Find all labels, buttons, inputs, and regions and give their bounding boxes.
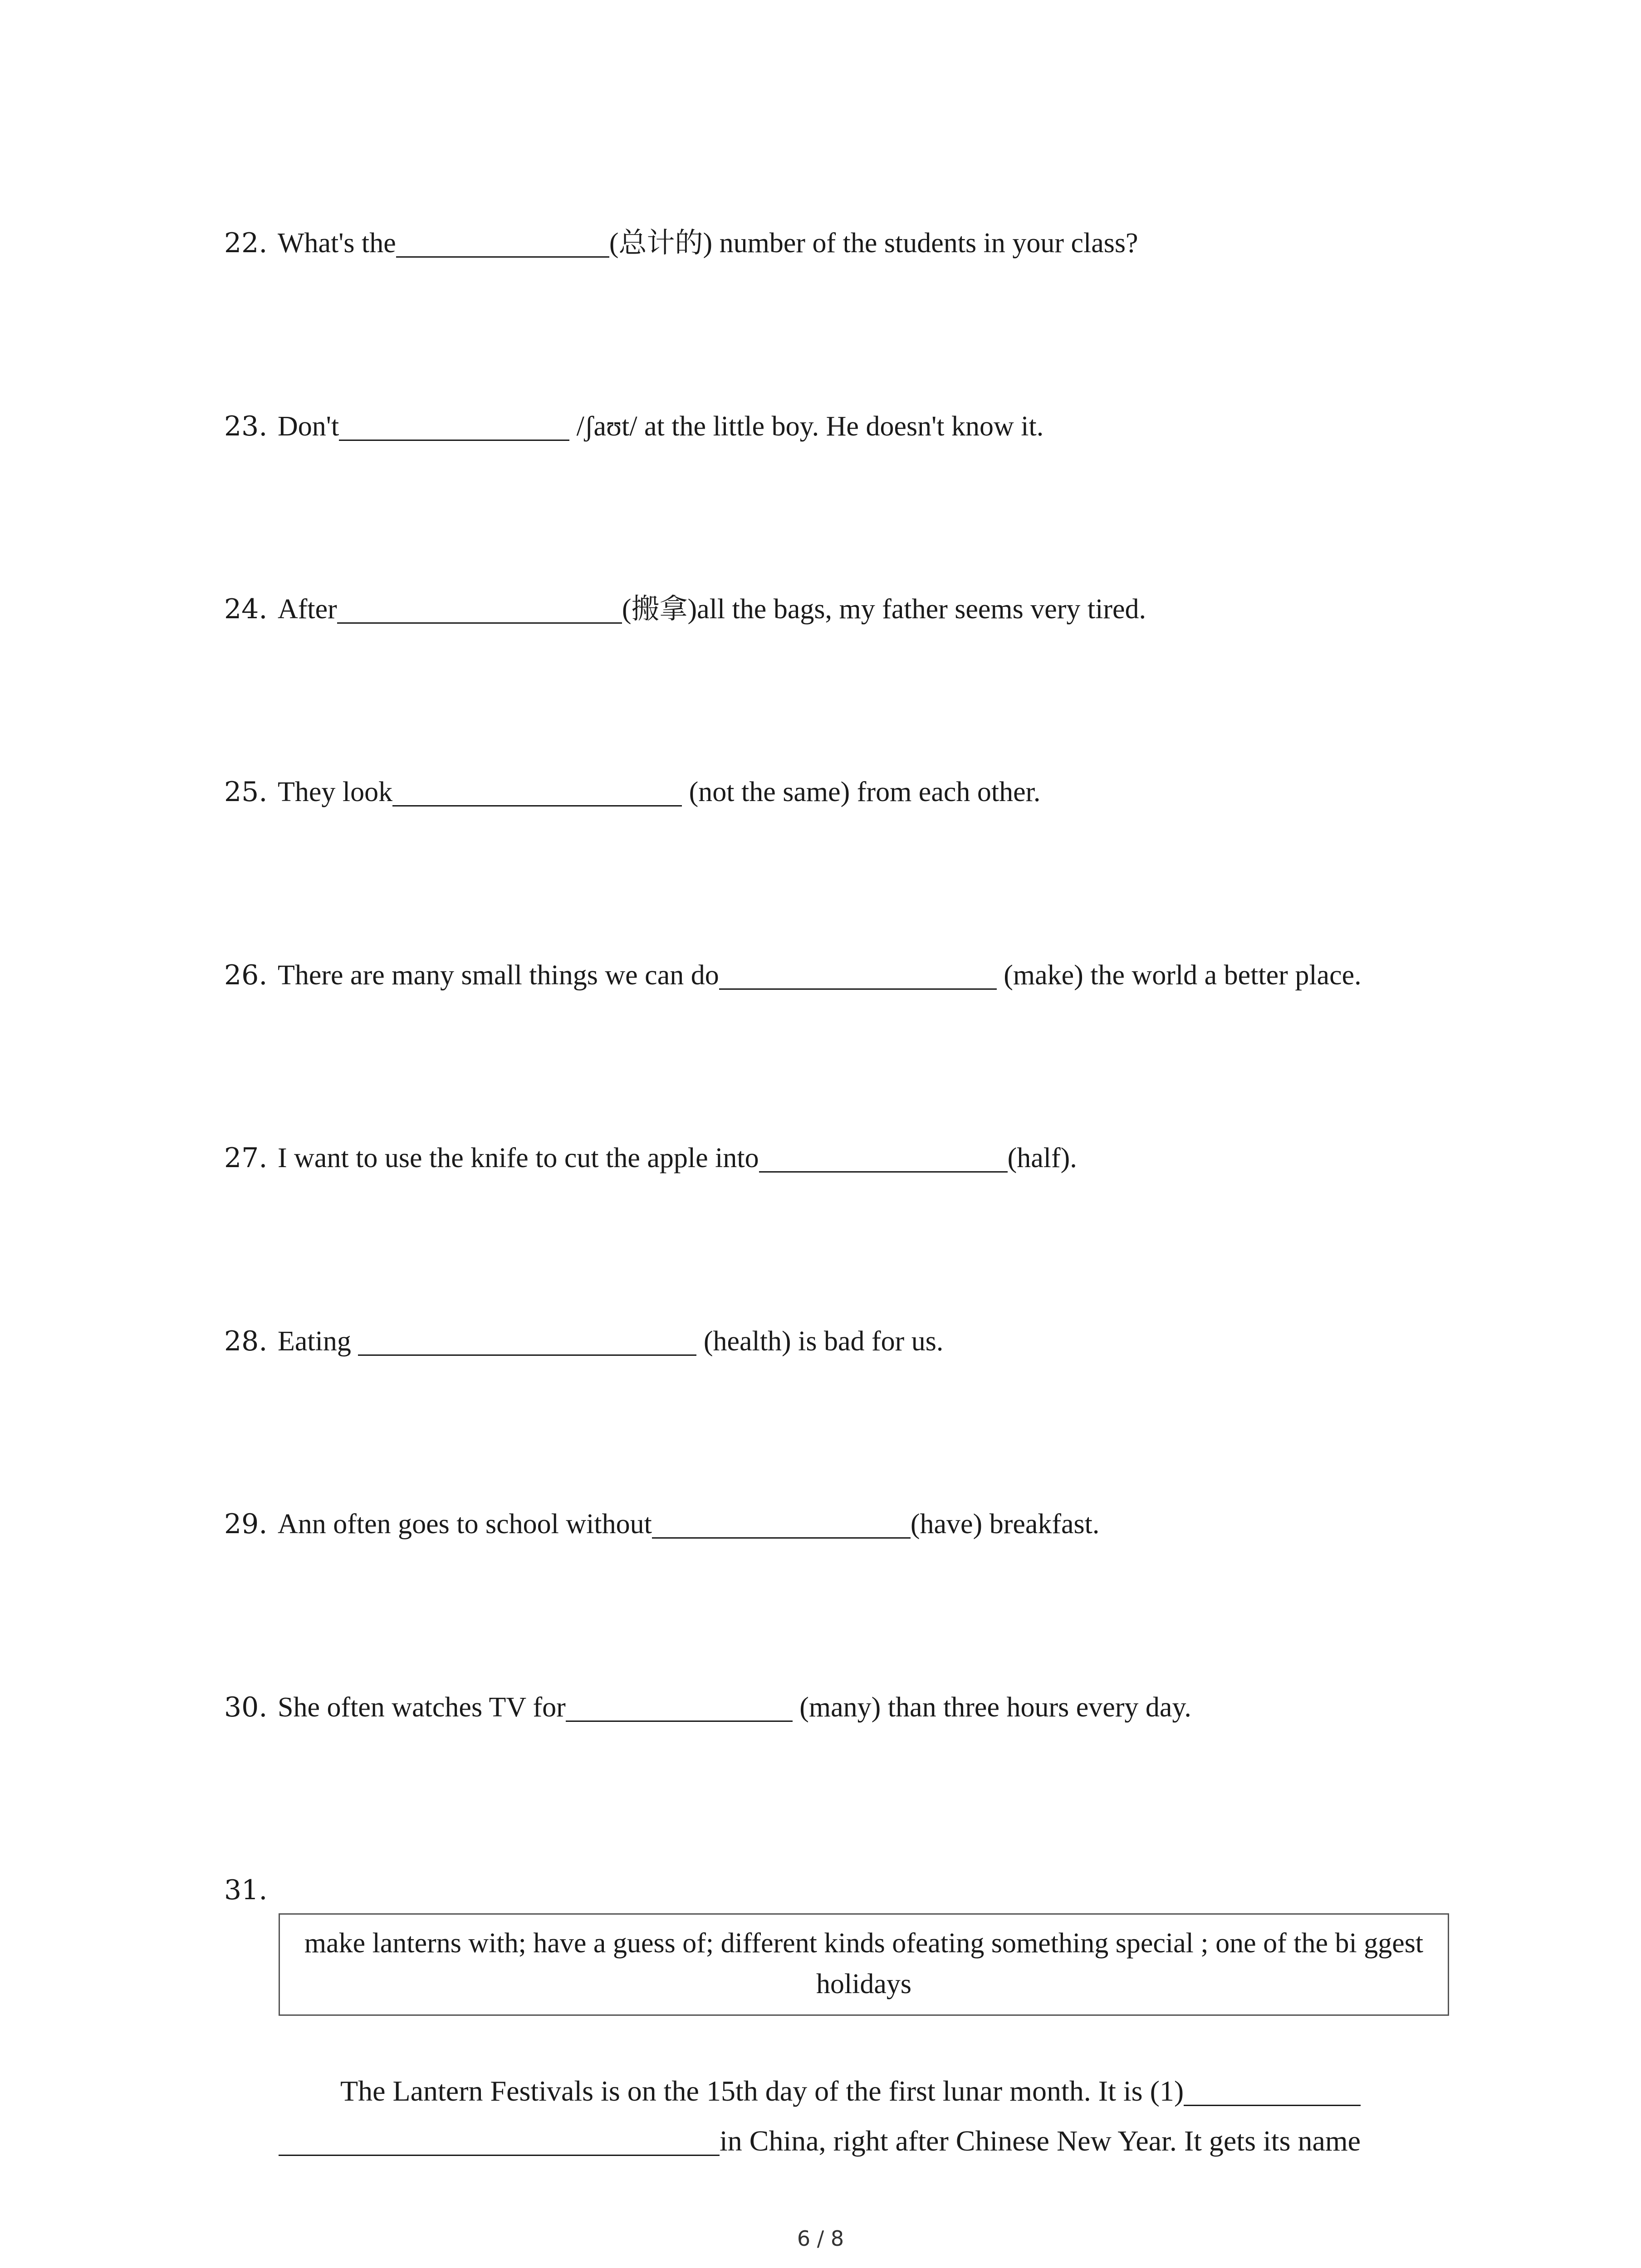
- answer-blank[interactable]: [652, 1507, 911, 1539]
- question-number: 27.: [224, 1142, 268, 1174]
- question-text-after: /ʃaʊt/ at the little boy. He doesn't know it.: [569, 411, 1044, 442]
- question-text-before: Don't: [278, 411, 339, 442]
- question-number: 23.: [224, 411, 268, 442]
- question-text-before: I want to use the knife to cut the apple into: [278, 1143, 759, 1173]
- question-number: 26.: [224, 959, 268, 991]
- question-text-after: (搬拿)all the bags, my father seems very tired.: [622, 594, 1146, 625]
- question-text-before: Eating: [278, 1326, 358, 1357]
- question-number: 28.: [224, 1325, 268, 1357]
- question-29: [224, 1506, 1099, 1542]
- question-text-after: (make) the world a better place.: [996, 960, 1362, 991]
- question-text-before: What's the: [278, 228, 396, 259]
- question-28: [224, 1323, 943, 1359]
- answer-blank[interactable]: [392, 775, 682, 807]
- answer-blank[interactable]: [279, 2125, 720, 2156]
- question-text-before: After: [278, 594, 337, 625]
- question-text-after: (many) than three hours every day.: [792, 1692, 1191, 1723]
- question-26: [224, 957, 1362, 993]
- question-25: [224, 774, 1040, 810]
- question-22: [224, 225, 1138, 261]
- answer-blank[interactable]: [759, 1141, 1008, 1173]
- question-text-before: There are many small things we can do: [278, 960, 719, 991]
- question-27: [224, 1140, 1077, 1176]
- passage-text: in China, right after Chinese New Year. It gets its name: [720, 2125, 1361, 2157]
- question-number: 24.: [224, 593, 268, 625]
- question-text-after: (总计的) number of the students in your class?: [609, 228, 1138, 259]
- answer-blank[interactable]: [358, 1325, 696, 1356]
- question-24: [224, 591, 1146, 627]
- question-30: [224, 1689, 1191, 1725]
- question-text-after: (not the same) from each other.: [682, 777, 1041, 807]
- answer-blank[interactable]: [396, 226, 609, 258]
- question-number: 31.: [224, 1874, 268, 1906]
- answer-blank[interactable]: [719, 958, 997, 990]
- passage-line-1: [340, 2073, 1361, 2109]
- question-number: 29.: [224, 1508, 268, 1540]
- question-number: 30.: [224, 1691, 268, 1723]
- question-number: 22.: [224, 227, 268, 259]
- word-bank-text: make lanterns with; have a guess of; different kinds ofeating something special ; one of the bi ggest holidays: [304, 1928, 1424, 1999]
- word-bank-box: [279, 1913, 1449, 2016]
- answer-blank[interactable]: [566, 1691, 793, 1722]
- question-text-after: (half).: [1007, 1143, 1077, 1173]
- page-number: 6 / 8: [797, 2226, 844, 2251]
- question-text-after: (health) is bad for us.: [696, 1326, 944, 1357]
- answer-blank[interactable]: [339, 410, 569, 441]
- question-text-after: (have) breakfast.: [910, 1509, 1100, 1540]
- answer-blank[interactable]: [1184, 2075, 1361, 2106]
- question-number: 25.: [224, 776, 268, 808]
- question-text-before: Ann often goes to school without: [278, 1509, 652, 1540]
- passage-text: The Lantern Festivals is on the 15th day of the first lunar month. It is (1): [340, 2075, 1184, 2107]
- passage-line-2: [279, 2123, 1361, 2159]
- question-23: [224, 408, 1043, 445]
- answer-blank[interactable]: [337, 592, 622, 624]
- question-text-before: They look: [278, 777, 393, 807]
- question-text-before: She often watches TV for: [278, 1692, 566, 1723]
- question-31: [224, 1872, 278, 1908]
